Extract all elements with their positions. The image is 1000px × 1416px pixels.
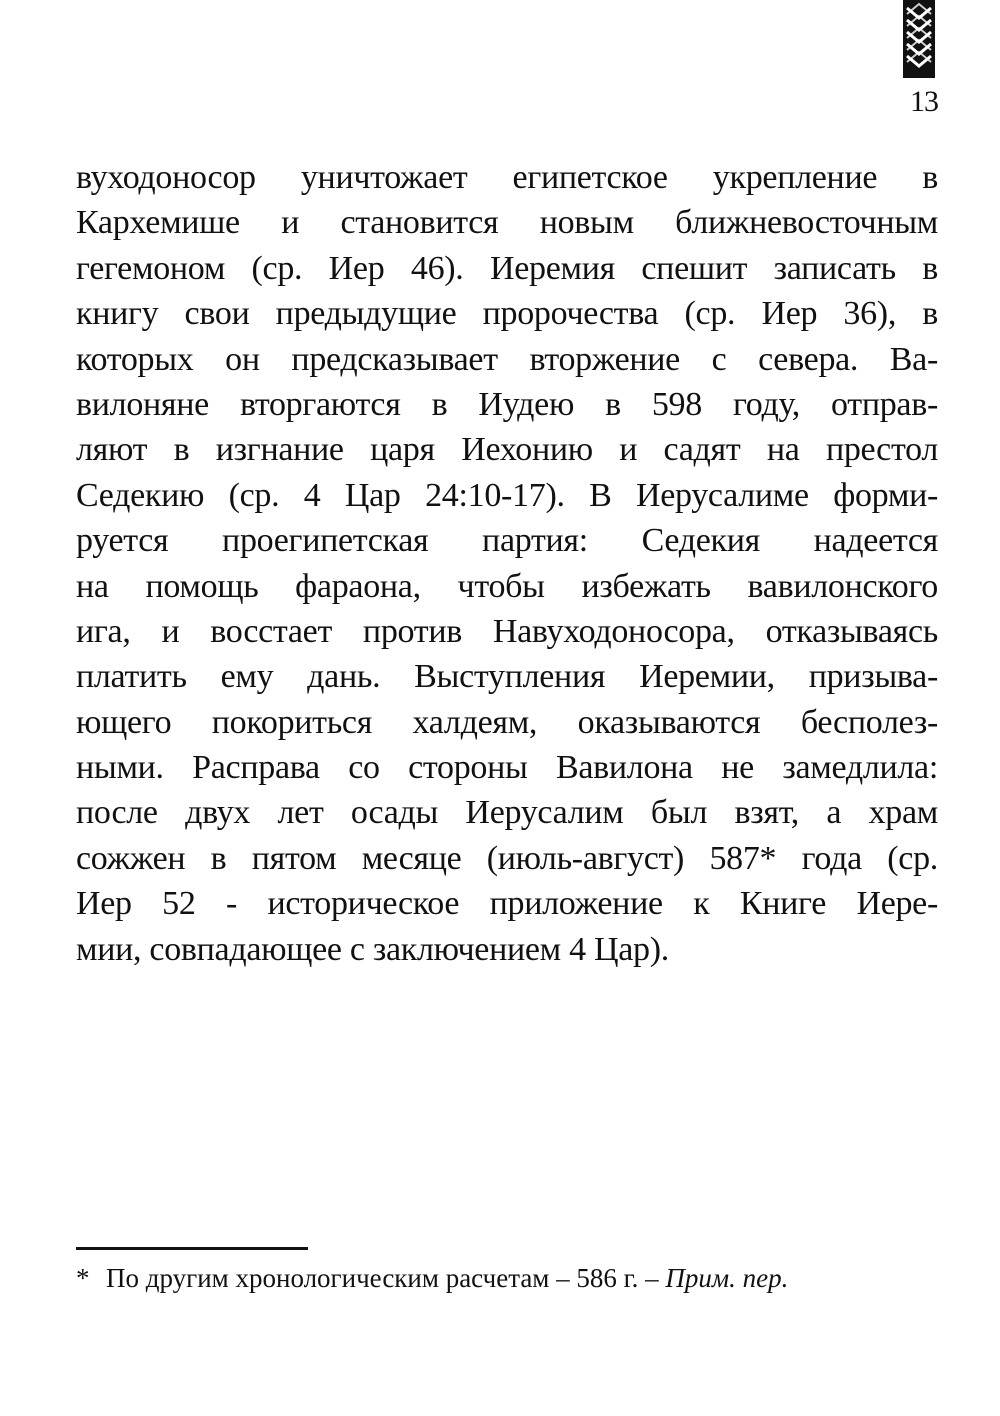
text-line: книгу свои предыдущие пророчества (ср. Иер 36), в [76,295,938,333]
knot-ornament-icon [903,0,935,78]
text-line: мии, совпадающее с заключением 4 Цар). [76,930,669,968]
text-line: ющего покориться халдеям, оказываются бесполез- [76,703,938,741]
text-line: которых он предсказывает вторжение с севера. Ва- [76,340,938,378]
footnote-text: По другим хронологическим расчетам – 586 г. – [106,1263,666,1293]
translator-note: Прим. пер. [665,1263,789,1293]
text-line: вуходоносор уничтожает египетское укрепление в [76,159,938,196]
text-line: Седекию (ср. 4 Цар 24:10-17). В Иерусалиме форми- [76,476,938,514]
text-line: ига, и восстает против Навуходоносора, отказываясь [76,612,938,650]
text-line: гегемоном (ср. Иер 46). Иеремия спешит записать в [76,249,938,287]
footnote-marker: * [76,1263,90,1293]
text-line: Кархемише и становится новым ближневосточным [76,204,938,242]
text-line: вилоняне вторгаются в Иудею в 598 году, отправ- [76,385,938,423]
footnote-divider [76,1247,308,1250]
text-line: на помощь фараона, чтобы избежать вавилонского [76,567,938,605]
page-number: 13 [910,85,938,118]
footnote [76,1259,938,1297]
text-line: руется проегипетская партия: Седекия надеется [76,522,938,560]
text-line: сожжен в пятом месяце (июль-август) 587* года (ср. [76,839,938,877]
text-line: Иер 52 - историческое приложение к Книге Иере- [76,885,938,923]
body-text [76,155,938,972]
text-line: ными. Расправа со стороны Вавилона не замедлила: [76,749,938,787]
text-line: ляют в изгнание царя Иехонию и садят на престол [76,431,938,469]
text-line: после двух лет осады Иерусалим был взят, а храм [76,794,938,832]
text-line: платить ему дань. Выступления Иеремии, призыва- [76,658,938,696]
